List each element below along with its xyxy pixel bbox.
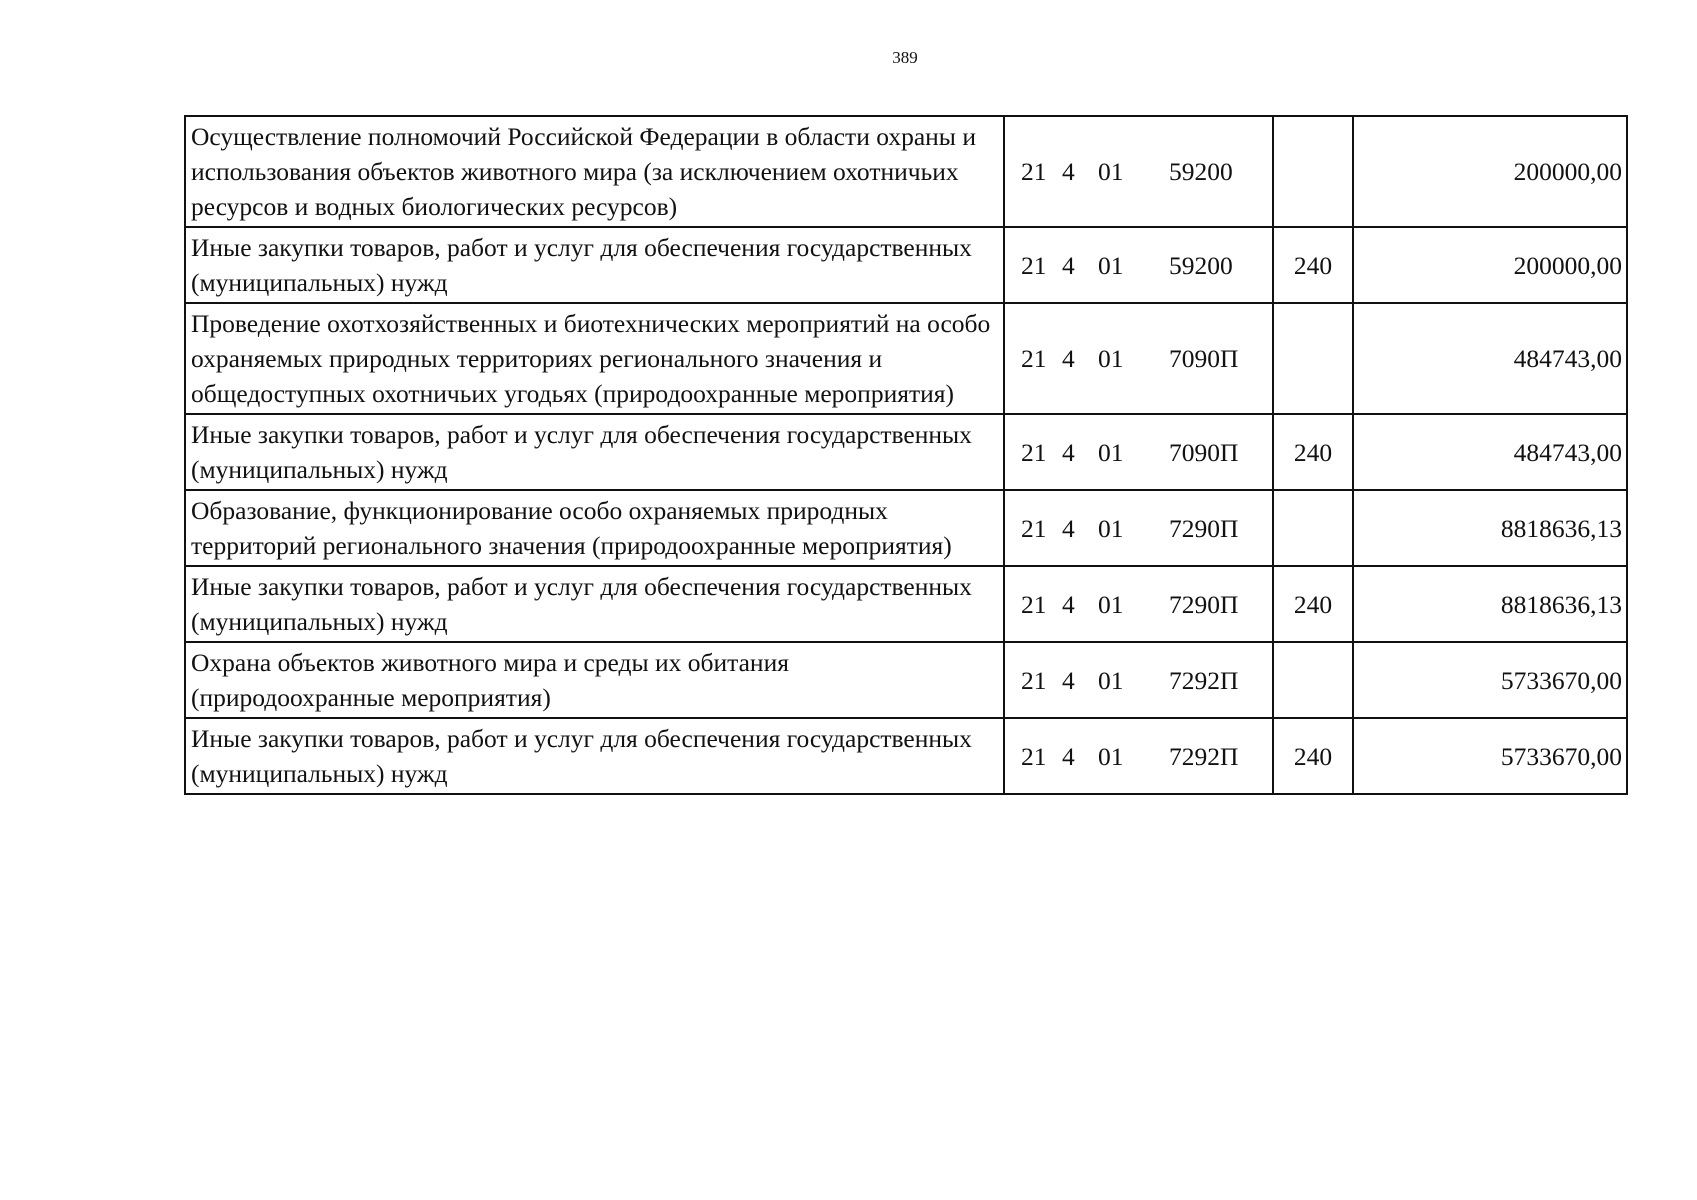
row-expense-type: 240 — [1273, 718, 1353, 794]
code-direction: 7090П — [1169, 344, 1239, 373]
table-row — [185, 642, 1627, 718]
row-code — [1004, 227, 1273, 303]
table-row — [185, 303, 1627, 414]
code-subprogram: 4 — [1062, 513, 1075, 543]
row-sum: 5733670,00 — [1353, 718, 1627, 794]
row-name: Образование, функционирование особо охраняемых природных территорий регионального значения (природоохранные мероприятия) — [185, 490, 1004, 566]
budget-table — [184, 115, 1628, 795]
code-direction: 7090П — [1169, 437, 1239, 467]
code-program: 21 — [1021, 741, 1047, 771]
page-number: 389 — [892, 48, 918, 67]
row-name: Иные закупки товаров, работ и услуг для обеспечения государственных (муниципальных) нужд — [185, 718, 1004, 794]
code-program: 21 — [1021, 665, 1047, 695]
row-name: Иные закупки товаров, работ и услуг для обеспечения государственных (муниципальных) нужд — [185, 566, 1004, 642]
code-event: 01 — [1098, 344, 1124, 373]
code-direction: 59200 — [1169, 250, 1233, 280]
code-subprogram: 4 — [1062, 665, 1075, 695]
row-expense-type — [1273, 642, 1353, 718]
code-direction: 7290П — [1169, 513, 1239, 543]
row-sum: 8818636,13 — [1353, 566, 1627, 642]
row-code — [1004, 116, 1273, 227]
row-expense-type — [1273, 303, 1353, 414]
row-code — [1004, 490, 1273, 566]
row-expense-type — [1273, 490, 1353, 566]
code-direction: 7290П — [1169, 589, 1239, 619]
code-event: 01 — [1098, 250, 1124, 280]
code-program: 21 — [1021, 513, 1047, 543]
code-event: 01 — [1098, 741, 1124, 771]
code-event: 01 — [1098, 589, 1124, 619]
table-body — [185, 116, 1627, 794]
row-sum: 484743,00 — [1353, 414, 1627, 490]
row-expense-type: 240 — [1273, 227, 1353, 303]
row-name: Осуществление полномочий Российской Федерации в области охраны и использования объектов животного мира (за исключением охотничьих ресурсов и водных биологических ресурсов) — [185, 116, 1004, 227]
row-expense-type — [1273, 116, 1353, 227]
row-sum: 5733670,00 — [1353, 642, 1627, 718]
code-event: 01 — [1098, 437, 1124, 467]
row-sum: 200000,00 — [1353, 227, 1627, 303]
code-direction: 59200 — [1169, 157, 1233, 186]
table-row — [185, 227, 1627, 303]
row-code — [1004, 414, 1273, 490]
code-subprogram: 4 — [1062, 437, 1075, 467]
code-event: 01 — [1098, 157, 1124, 186]
row-code — [1004, 642, 1273, 718]
code-event: 01 — [1098, 513, 1124, 543]
row-name: Иные закупки товаров, работ и услуг для обеспечения государственных (муниципальных) нужд — [185, 227, 1004, 303]
code-direction: 7292П — [1169, 665, 1239, 695]
row-sum: 200000,00 — [1353, 116, 1627, 227]
row-code — [1004, 718, 1273, 794]
row-code — [1004, 303, 1273, 414]
table-row — [185, 490, 1627, 566]
row-code — [1004, 566, 1273, 642]
code-program: 21 — [1021, 437, 1047, 467]
code-subprogram: 4 — [1062, 741, 1075, 771]
row-sum: 8818636,13 — [1353, 490, 1627, 566]
table-row — [185, 566, 1627, 642]
row-name: Охрана объектов животного мира и среды их обитания (природоохранные мероприятия) — [185, 642, 1004, 718]
code-subprogram: 4 — [1062, 250, 1075, 280]
row-name: Иные закупки товаров, работ и услуг для обеспечения государственных (муниципальных) нужд — [185, 414, 1004, 490]
code-subprogram: 4 — [1062, 157, 1075, 186]
code-program: 21 — [1021, 589, 1047, 619]
code-program: 21 — [1021, 250, 1047, 280]
row-name: Проведение охотхозяйственных и биотехнических мероприятий на особо охраняемых природных территориях регионального значения и общедоступных охотничьих угодьях (природоохранные мероприятия) — [185, 303, 1004, 414]
table-row — [185, 116, 1627, 227]
code-program: 21 — [1021, 157, 1047, 186]
row-sum: 484743,00 — [1353, 303, 1627, 414]
table-row — [185, 414, 1627, 490]
code-program: 21 — [1021, 344, 1047, 373]
code-direction: 7292П — [1169, 741, 1239, 771]
code-subprogram: 4 — [1062, 589, 1075, 619]
code-subprogram: 4 — [1062, 344, 1075, 373]
code-event: 01 — [1098, 665, 1124, 695]
table-row — [185, 718, 1627, 794]
row-expense-type: 240 — [1273, 414, 1353, 490]
row-expense-type: 240 — [1273, 566, 1353, 642]
